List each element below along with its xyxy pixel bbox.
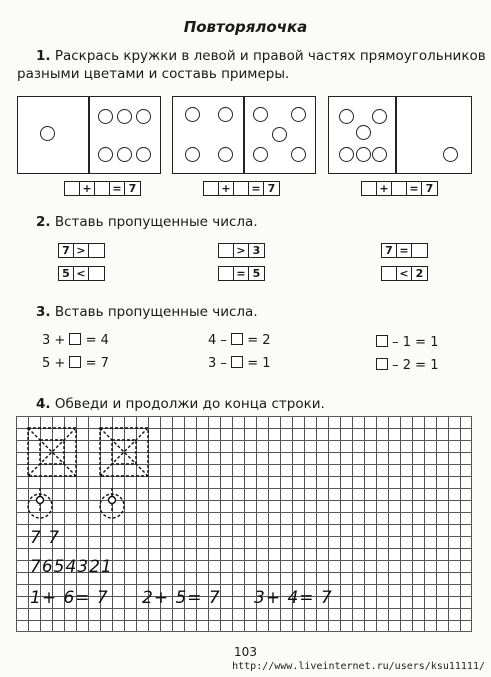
circle[interactable] [98, 147, 113, 162]
circle[interactable] [253, 107, 268, 122]
handwritten-equation-2: 2+ 5= 7 [142, 588, 221, 608]
circle[interactable] [218, 147, 233, 162]
handwritten-sequence: 7654321 [30, 557, 113, 577]
domino-card-1 [17, 96, 161, 174]
answer-cell[interactable] [392, 182, 407, 195]
answer-cell[interactable] [219, 267, 234, 280]
domino-divider [395, 97, 397, 173]
circle[interactable] [253, 147, 268, 162]
sign-cell: > [234, 244, 249, 257]
handwritten-equation-3: 3+ 4= 7 [254, 588, 333, 608]
missing-number-example [208, 356, 270, 372]
circle[interactable] [356, 147, 371, 162]
domino-card-3 [328, 96, 472, 174]
equals-cell: = [407, 182, 422, 195]
missing-number-example [376, 358, 438, 374]
circle[interactable] [117, 147, 132, 162]
circle[interactable] [117, 109, 132, 124]
task2-text [36, 213, 258, 231]
handwritten-equation-1: 1+ 6= 7 [30, 588, 109, 608]
tracing-grid[interactable] [16, 416, 472, 632]
domino-divider [243, 97, 245, 173]
answer-cell[interactable] [234, 182, 249, 195]
circle[interactable] [356, 125, 371, 140]
task2-instruction: Вставь пропущенные числа. [54, 214, 258, 230]
expression-part: = 4 [85, 333, 109, 348]
compare-box [381, 266, 428, 281]
answer-square[interactable] [376, 335, 388, 347]
domino-divider [88, 97, 90, 173]
equation-box-2 [203, 181, 280, 196]
circle[interactable] [136, 147, 151, 162]
circle[interactable] [272, 127, 287, 142]
task1-line2: разными цветами и составь примеры. [17, 66, 290, 82]
task1-text [36, 47, 486, 65]
domino-card-2 [172, 96, 316, 174]
number-cell: 3 [252, 244, 261, 257]
circle[interactable] [291, 107, 306, 122]
task4-instruction: Обведи и продолжи до конца строки. [54, 396, 325, 412]
expression-part: 3 – [208, 356, 227, 371]
answer-square[interactable] [69, 333, 81, 345]
answer-square[interactable] [231, 356, 243, 368]
sign-cell: < [74, 267, 89, 280]
task2-number: 2. [36, 214, 51, 230]
compare-box [218, 266, 265, 281]
equals-cell: = [110, 182, 125, 195]
number-cell: 5 [252, 267, 261, 280]
answer-cell[interactable] [95, 182, 110, 195]
circle[interactable] [339, 147, 354, 162]
page-number: 103 [234, 645, 257, 659]
circle[interactable] [136, 109, 151, 124]
circle[interactable] [372, 147, 387, 162]
circle[interactable] [372, 109, 387, 124]
result-cell: 7 [128, 182, 137, 195]
task4-text [36, 395, 325, 413]
answer-cell[interactable] [65, 182, 80, 195]
answer-cell[interactable] [89, 267, 104, 280]
missing-number-example [42, 333, 109, 349]
result-cell: 7 [425, 182, 434, 195]
compare-box [381, 243, 428, 258]
expression-part: 3 + [42, 333, 66, 348]
answer-cell[interactable] [362, 182, 377, 195]
missing-number-example [208, 333, 270, 349]
answer-cell[interactable] [219, 244, 234, 257]
operator-cell: + [377, 182, 392, 195]
operator-cell: + [80, 182, 95, 195]
task4-number: 4. [36, 396, 51, 412]
circle[interactable] [443, 147, 458, 162]
answer-cell[interactable] [382, 267, 397, 280]
number-cell: 5 [59, 267, 74, 280]
answer-square[interactable] [376, 358, 388, 370]
task1-number: 1. [36, 48, 51, 64]
task3-instruction: Вставь пропущенные числа. [54, 304, 258, 320]
circle[interactable] [40, 126, 55, 141]
sign-cell: = [234, 267, 249, 280]
circle[interactable] [185, 147, 200, 162]
circle[interactable] [185, 107, 200, 122]
answer-square[interactable] [231, 333, 243, 345]
expression-part: 5 + [42, 356, 66, 371]
task1-line1: Раскрась кружки в левой и правой частях прямоугольников [54, 48, 486, 64]
missing-number-example [42, 356, 109, 372]
answer-cell[interactable] [204, 182, 219, 195]
answer-square[interactable] [69, 356, 81, 368]
circle[interactable] [339, 109, 354, 124]
expression-part: – 1 = 1 [392, 335, 439, 350]
number-cell: 2 [415, 267, 424, 280]
circle[interactable] [218, 107, 233, 122]
watermark-url: http://www.liveinternet.ru/users/ksu11111/ [232, 661, 485, 672]
compare-box [58, 266, 105, 281]
task3-text [36, 303, 258, 321]
circle[interactable] [98, 109, 113, 124]
sign-cell: = [397, 244, 412, 257]
equation-box-1 [64, 181, 141, 196]
answer-cell[interactable] [89, 244, 104, 257]
compare-box [58, 243, 105, 258]
expression-part: = 7 [85, 356, 109, 371]
page-title: Повторялочка [183, 18, 308, 36]
compare-box [218, 243, 265, 258]
answer-cell[interactable] [412, 244, 427, 257]
expression-part: = 2 [247, 333, 271, 348]
number-cell: 7 [59, 244, 74, 257]
missing-number-example [376, 335, 438, 351]
expression-part: – 2 = 1 [392, 358, 439, 373]
equals-cell: = [249, 182, 264, 195]
expression-part: 4 – [208, 333, 227, 348]
circle[interactable] [291, 147, 306, 162]
expression-part: = 1 [247, 356, 271, 371]
sign-cell: < [397, 267, 412, 280]
result-cell: 7 [267, 182, 276, 195]
operator-cell: + [219, 182, 234, 195]
handwritten-sevens: 7 7 [30, 528, 61, 548]
sign-cell: > [74, 244, 89, 257]
equation-box-3 [361, 181, 438, 196]
number-cell: 7 [382, 244, 397, 257]
task3-number: 3. [36, 304, 51, 320]
